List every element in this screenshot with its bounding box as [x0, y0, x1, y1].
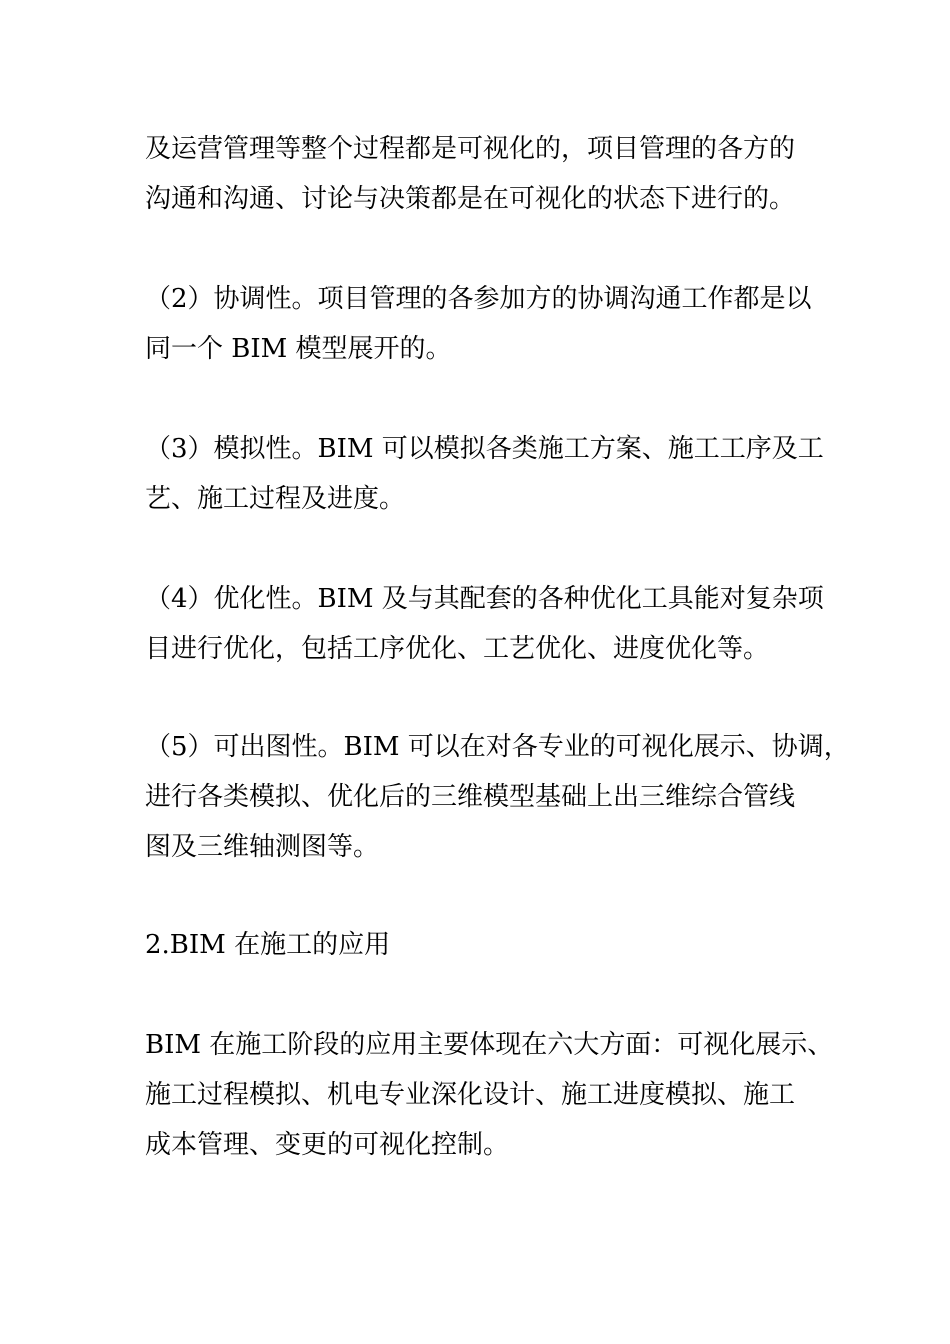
section-heading: [145, 920, 825, 970]
text-line: 及运营管理等整个过程都是可视化的，项目管理的各方的: [145, 134, 796, 164]
paragraph-optimization: [145, 574, 825, 674]
text-line: 同一个 BIM 模型展开的。: [145, 334, 452, 364]
text-line: 进行各类模拟、优化后的三维模型基础上出三维综合管线: [145, 782, 796, 812]
text-line: 艺、施工过程及进度。: [145, 484, 406, 514]
text-line: 沟通和沟通、讨论与决策都是在可视化的状态下进行的。: [145, 184, 796, 214]
text-line: 目进行优化，包括工序优化、工艺优化、进度优化等。: [145, 634, 770, 664]
text-line: （3）模拟性。BIM 可以模拟各类施工方案、施工工序及工: [145, 434, 824, 464]
heading-text: 2.BIM 在施工的应用: [145, 930, 391, 960]
text-line: （5）可出图性。BIM 可以在对各专业的可视化展示、协调，: [145, 732, 850, 762]
paragraph-construction-applications: [145, 1020, 834, 1170]
paragraph-coordination: [145, 274, 825, 374]
text-line: （2）协调性。项目管理的各参加方的协调沟通工作都是以: [145, 284, 812, 314]
paragraph-drawing-output: [145, 722, 850, 872]
paragraph-simulation: [145, 424, 825, 524]
paragraph-visualization-continued: [145, 124, 825, 224]
text-line: BIM 在施工阶段的应用主要体现在六大方面：可视化展示、: [145, 1030, 834, 1060]
text-line: 成本管理、变更的可视化控制。: [145, 1130, 510, 1160]
text-line: 施工过程模拟、机电专业深化设计、施工进度模拟、施工: [145, 1080, 796, 1110]
text-line: 图及三维轴测图等。: [145, 832, 380, 862]
text-line: （4）优化性。BIM 及与其配套的各种优化工具能对复杂项: [145, 584, 824, 614]
